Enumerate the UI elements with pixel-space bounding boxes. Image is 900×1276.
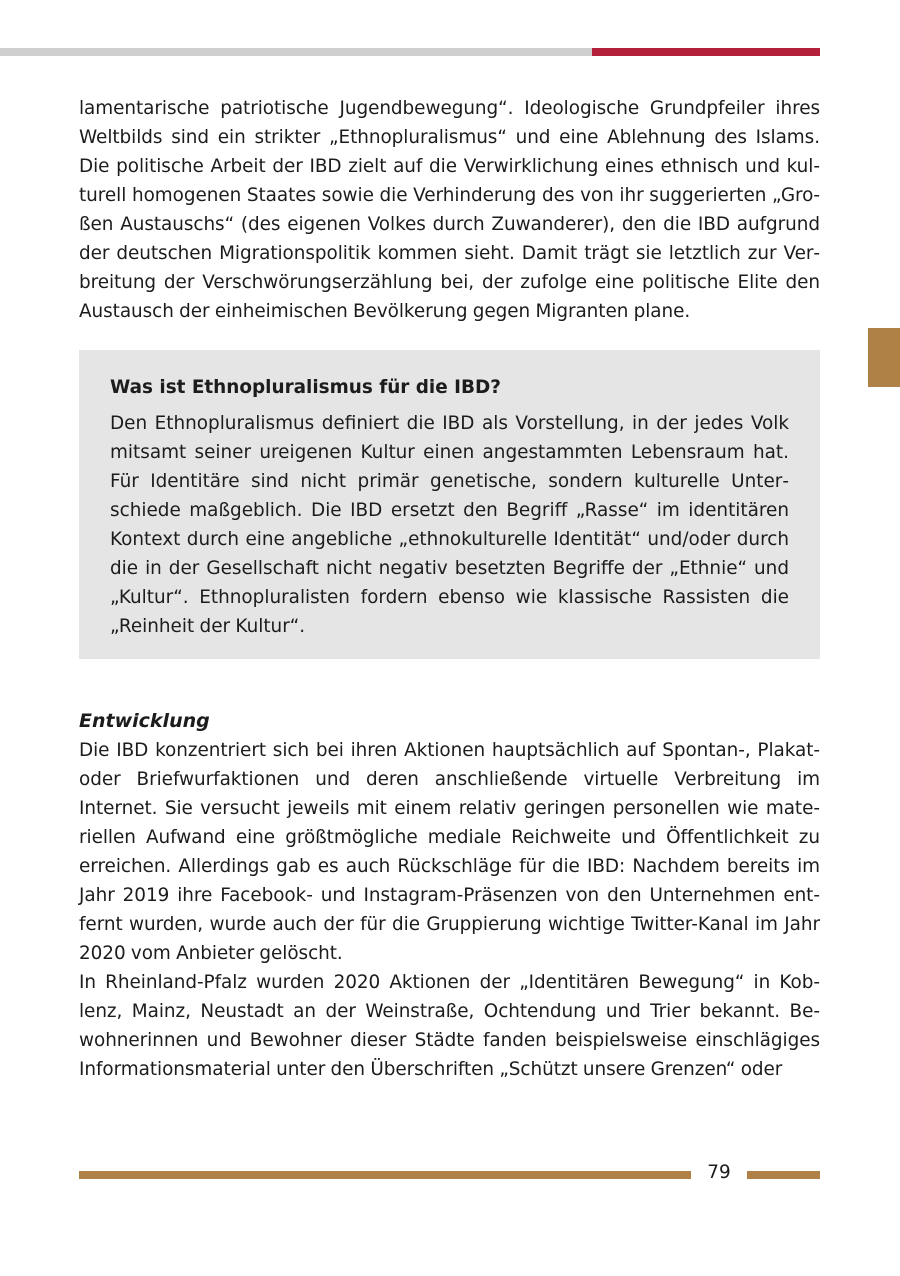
paragraph-rheinland-pfalz: In Rheinland-Pfalz wurden 2020 Aktionen der „Identitären Bewegung“ in Koblenz, Mainz, Neustadt an der Weinstraße, Ochtendung und Trier bekannt. Bewohnerinnen und Bewohner dieser Städte fanden beispielsweise einschlägiges Informationsmaterial unter den Überschriften „Schützt unsere Grenzen“ oder bbox=[79, 972, 820, 1080]
footer-rule-right bbox=[747, 1171, 820, 1179]
info-box-ethnopluralism bbox=[79, 350, 820, 659]
header-rule-red bbox=[592, 48, 820, 56]
section-heading-entwicklung: Entwicklung bbox=[79, 710, 210, 732]
intro-paragraph: lamentarische patriotische Jugendbewegung“. Ideologische Grundpfeiler ihres Weltbilds sind ein strikter „Ethnopluralismus“ und eine Ablehnung des Islams. Die politische Arbeit der IBD zielt auf die Verwirklichung eines ethnisch und kulturell homogenen Staates sowie die Verhinderung des von ihr suggerierten „Großen Austauschs“ (des eigenen Volkes durch Zuwanderer), den die IBD aufgrund der deutschen Migrationspolitik kommen sieht. Damit trägt sie letztlich zur Verbreitung der Verschwörungserzählung bei, der zufolge eine politische Elite den Austausch der einheimischen Bevölkerung gegen Migranten plane. bbox=[79, 98, 820, 322]
footer-rule-left bbox=[79, 1171, 691, 1179]
info-box-title: Was ist Ethnopluralismus für die IBD? bbox=[110, 377, 501, 398]
info-box-text: Den Ethnopluralismus definiert die IBD als Vorstellung, in der jedes Volk mitsamt seiner ureigenen Kultur einen angestammten Lebensraum hat. Für Identitäre sind nicht primär genetische, sondern kulturelle Unterschiede maßgeblich. Die IBD ersetzt den Begriff „Rasse“ im identitären Kontext durch eine angebliche „ethnokulturelle Identität“ und/oder durch die in der Gesellschaft nicht negativ besetzten Begriffe der „Ethnie“ und „Kultur“. Ethnopluralisten fordern ebenso wie klassische Rassisten die „Reinheit der Kultur“. bbox=[110, 413, 789, 637]
header-rule-gray bbox=[0, 48, 592, 56]
page-number: 79 bbox=[707, 1162, 731, 1183]
chapter-marker-tab bbox=[868, 328, 900, 387]
paragraph-development: Die IBD konzentriert sich bei ihren Aktionen hauptsächlich auf Spontan-, Plakat- oder Briefwurfaktionen und deren anschließende virtuelle Verbreitung im Internet. Sie versucht jeweils mit einem relativ geringen personellen wie materiellen Aufwand eine größtmögliche mediale Reichweite und Öffentlichkeit zu erreichen. Allerdings gab es auch Rückschläge für die IBD: Nachdem bereits im Jahr 2019 ihre Facebook- und Instagram-Präsenzen von den Unternehmen entfernt wurden, wurde auch der für die Gruppierung wichtige Twitter-Kanal im Jahr 2020 vom Anbieter gelöscht. bbox=[79, 740, 820, 964]
page-body bbox=[79, 94, 820, 1084]
